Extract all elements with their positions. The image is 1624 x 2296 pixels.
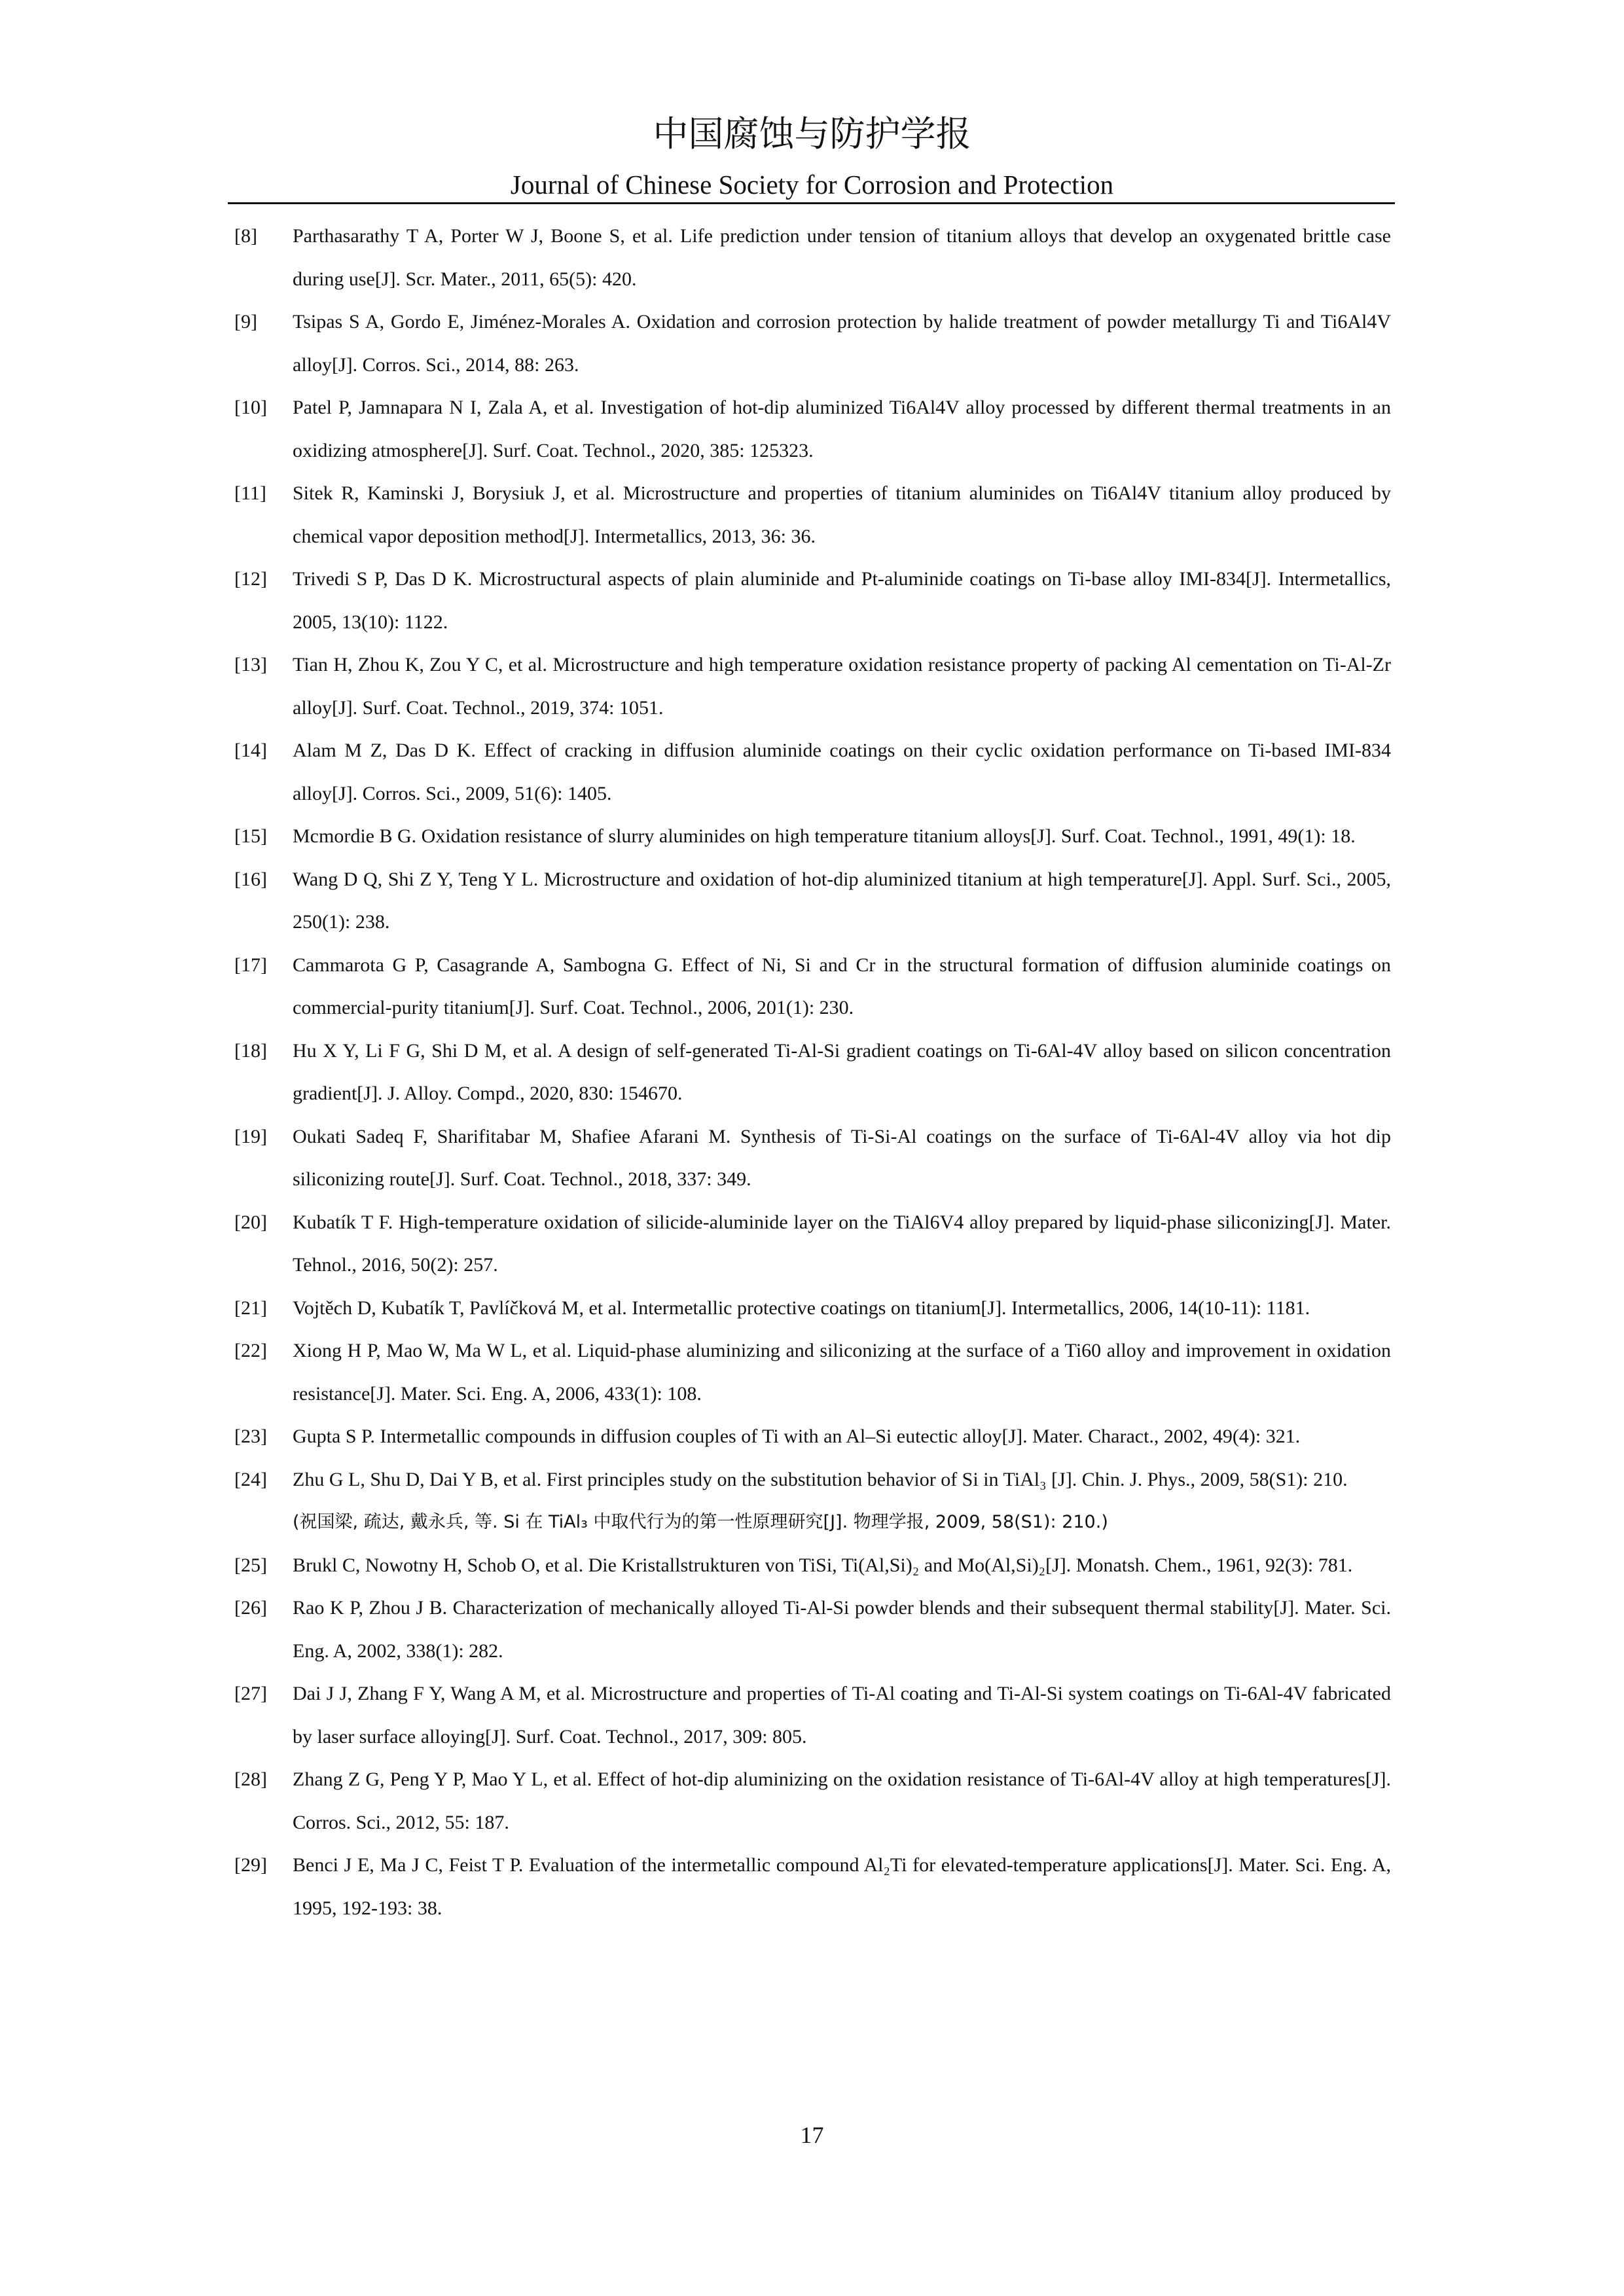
journal-title-chinese: 中国腐蚀与防护学报 [653, 113, 971, 154]
reference-text: Wang D Q, Shi Z Y, Teng Y L. Microstructure and oxidation of hot-dip aluminized titanium at high temperature[J]. Appl. Surf. Sci., 2005, 250(1): 238. [293, 868, 1391, 933]
reference-number: [15] [234, 825, 267, 847]
reference-text: Zhang Z G, Peng Y P, Mao Y L, et al. Effect of hot-dip aluminizing on the oxidation resistance of Ti-6Al-4V alloy at high temperatures[J]. Corros. Sci., 2012, 55: 187. [293, 1768, 1391, 1833]
reference-item [234, 1758, 1391, 1844]
reference-item [234, 815, 1391, 858]
reference-item [234, 1201, 1391, 1287]
reference-number: [20] [234, 1211, 267, 1233]
reference-item [234, 1030, 1391, 1115]
page-number: 17 [800, 2122, 824, 2148]
reference-number: [27] [234, 1683, 267, 1704]
reference-number: [12] [234, 568, 267, 590]
reference-text: Vojtěch D, Kubatík T, Pavlíčková M, et al. Intermetallic protective coatings on titanium[J]. Intermetallics, 2006, 14(10-11): 1181. [293, 1297, 1310, 1319]
reference-number: [26] [234, 1597, 267, 1619]
header-divider [228, 202, 1395, 204]
reference-item [234, 944, 1391, 1030]
reference-list [234, 215, 1391, 1929]
reference-chinese-translation: (祝国梁, 疏达, 戴永兵, 等. Si 在 TiAl₃ 中取代行为的第一性原理研究[J]. 物理学报, 2009, 58(S1): 210.) [293, 1512, 1108, 1532]
reference-text: Cammarota G P, Casagrande A, Sambogna G. Effect of Ni, Si and Cr in the structural formation of diffusion aluminide coatings on commercial-purity titanium[J]. Surf. Coat. Technol., 2006, 201(1): 230. [293, 954, 1391, 1018]
reference-text: Patel P, Jamnapara N I, Zala A, et al. Investigation of hot-dip aluminized Ti6Al4V alloy processed by different thermal treatments in an oxidizing atmosphere[J]. Surf. Coat. Technol., 2020, 385: 125323. [293, 397, 1391, 461]
reference-number: [19] [234, 1125, 267, 1147]
reference-item [234, 1287, 1391, 1330]
reference-text: Oukati Sadeq F, Sharifitabar M, Shafiee Afarani M. Synthesis of Ti-Si-Al coatings on the surface of Ti-6Al-4V alloy via hot dip siliconizing route[J]. Surf. Coat. Technol., 2018, 337: 349. [293, 1125, 1391, 1190]
reference-number: [22] [234, 1340, 267, 1361]
reference-item [234, 1415, 1391, 1458]
reference-text: Brukl C, Nowotny H, Schob O, et al. Die Kristallstrukturen von TiSi, Ti(Al,Si)₂ and Mo(Al,Si)₂[J]. Monatsh. Chem., 1961, 92(3): 781. [293, 1554, 1353, 1576]
reference-number: [23] [234, 1426, 267, 1447]
reference-text: Parthasarathy T A, Porter W J, Boone S, et al. Life prediction under tension of titanium alloys that develop an oxygenated brittle case during use[J]. Scr. Mater., 2011, 65(5): 420. [293, 225, 1391, 290]
reference-text: Dai J J, Zhang F Y, Wang A M, et al. Microstructure and properties of Ti-Al coating and Ti-Al-Si system coatings on Ti-6Al-4V fabricated by laser surface alloying[J]. Surf. Coat. Technol., 2017, 309: 805. [293, 1683, 1391, 1748]
reference-text: Mcmordie B G. Oxidation resistance of slurry aluminides on high temperature titanium alloys[J]. Surf. Coat. Technol., 1991, 49(1): 18. [293, 825, 1356, 847]
reference-number: [10] [234, 397, 267, 418]
reference-number: [8] [234, 225, 257, 247]
reference-number: [29] [234, 1854, 267, 1876]
reference-number: [13] [234, 654, 267, 675]
reference-text: Tian H, Zhou K, Zou Y C, et al. Microstructure and high temperature oxidation resistance property of packing Al cementation on Ti-Al-Zr alloy[J]. Surf. Coat. Technol., 2019, 374: 1051. [293, 654, 1391, 719]
reference-item [234, 215, 1391, 300]
reference-text: Gupta S P. Intermetallic compounds in diffusion couples of Ti with an Al–Si eutectic alloy[J]. Mater. Charact., 2002, 49(4): 321. [293, 1426, 1301, 1447]
reference-number: [17] [234, 954, 267, 976]
reference-number: [14] [234, 740, 267, 761]
reference-text: Zhu G L, Shu D, Dai Y B, et al. First principles study on the substitution behavior of Si in TiAl₃ [J]. Chin. J. Phys., 2009, 58(S1): 210. [293, 1468, 1348, 1490]
reference-item [234, 729, 1391, 815]
reference-number: [9] [234, 311, 257, 332]
reference-item [234, 300, 1391, 386]
reference-text: Sitek R, Kaminski J, Borysiuk J, et al. Microstructure and properties of titanium aluminides on Ti6Al4V titanium alloy produced by chemical vapor deposition method[J]. Intermetallics, 2013, 36: 36. [293, 482, 1391, 547]
reference-item [234, 1329, 1391, 1415]
reference-text: Tsipas S A, Gordo E, Jiménez-Morales A. Oxidation and corrosion protection by halide treatment of powder metallurgy Ti and Ti6Al4V alloy[J]. Corros. Sci., 2014, 88: 263. [293, 311, 1391, 376]
journal-title-english: Journal of Chinese Society for Corrosion and Protection [510, 170, 1114, 200]
reference-item [234, 386, 1391, 472]
reference-item [234, 1544, 1391, 1587]
reference-number: [28] [234, 1768, 267, 1790]
reference-number: [21] [234, 1297, 267, 1319]
reference-text: Kubatík T F. High-temperature oxidation of silicide-aluminide layer on the TiAl6V4 alloy prepared by liquid-phase siliconizing[J]. Mater. Tehnol., 2016, 50(2): 257. [293, 1211, 1391, 1276]
reference-number: [24] [234, 1468, 267, 1490]
reference-number: [25] [234, 1554, 267, 1576]
reference-item [234, 643, 1391, 729]
reference-text: Xiong H P, Mao W, Ma W L, et al. Liquid-phase aluminizing and siliconizing at the surface of a Ti60 alloy and improvement in oxidation resistance[J]. Mater. Sci. Eng. A, 2006, 433(1): 108. [293, 1340, 1391, 1405]
reference-item [234, 858, 1391, 944]
reference-item [234, 1672, 1391, 1758]
reference-item [234, 1587, 1391, 1672]
reference-item [234, 1458, 1391, 1544]
reference-number: [16] [234, 868, 267, 890]
reference-item [234, 472, 1391, 558]
reference-text: Rao K P, Zhou J B. Characterization of mechanically alloyed Ti-Al-Si powder blends and their subsequent thermal stability[J]. Mater. Sci. Eng. A, 2002, 338(1): 282. [293, 1597, 1391, 1662]
reference-number: [11] [234, 482, 266, 504]
reference-text: Trivedi S P, Das D K. Microstructural aspects of plain aluminide and Pt-aluminide coatings on Ti-base alloy IMI-834[J]. Intermetallics, 2005, 13(10): 1122. [293, 568, 1391, 633]
reference-text: Hu X Y, Li F G, Shi D M, et al. A design of self-generated Ti-Al-Si gradient coatings on Ti-6Al-4V alloy based on silicon concentration gradient[J]. J. Alloy. Compd., 2020, 830: 154670. [293, 1039, 1391, 1104]
reference-item [234, 1115, 1391, 1201]
reference-text: Alam M Z, Das D K. Effect of cracking in diffusion aluminide coatings on their cyclic oxidation performance on Ti-based IMI-834 alloy[J]. Corros. Sci., 2009, 51(6): 1405. [293, 740, 1391, 804]
reference-text: Benci J E, Ma J C, Feist T P. Evaluation of the intermetallic compound Al₂Ti for elevated-temperature applications[J]. Mater. Sci. Eng. A, 1995, 192-193: 38. [293, 1854, 1391, 1919]
reference-number: [18] [234, 1039, 267, 1062]
reference-item [234, 1844, 1391, 1929]
reference-item [234, 558, 1391, 643]
